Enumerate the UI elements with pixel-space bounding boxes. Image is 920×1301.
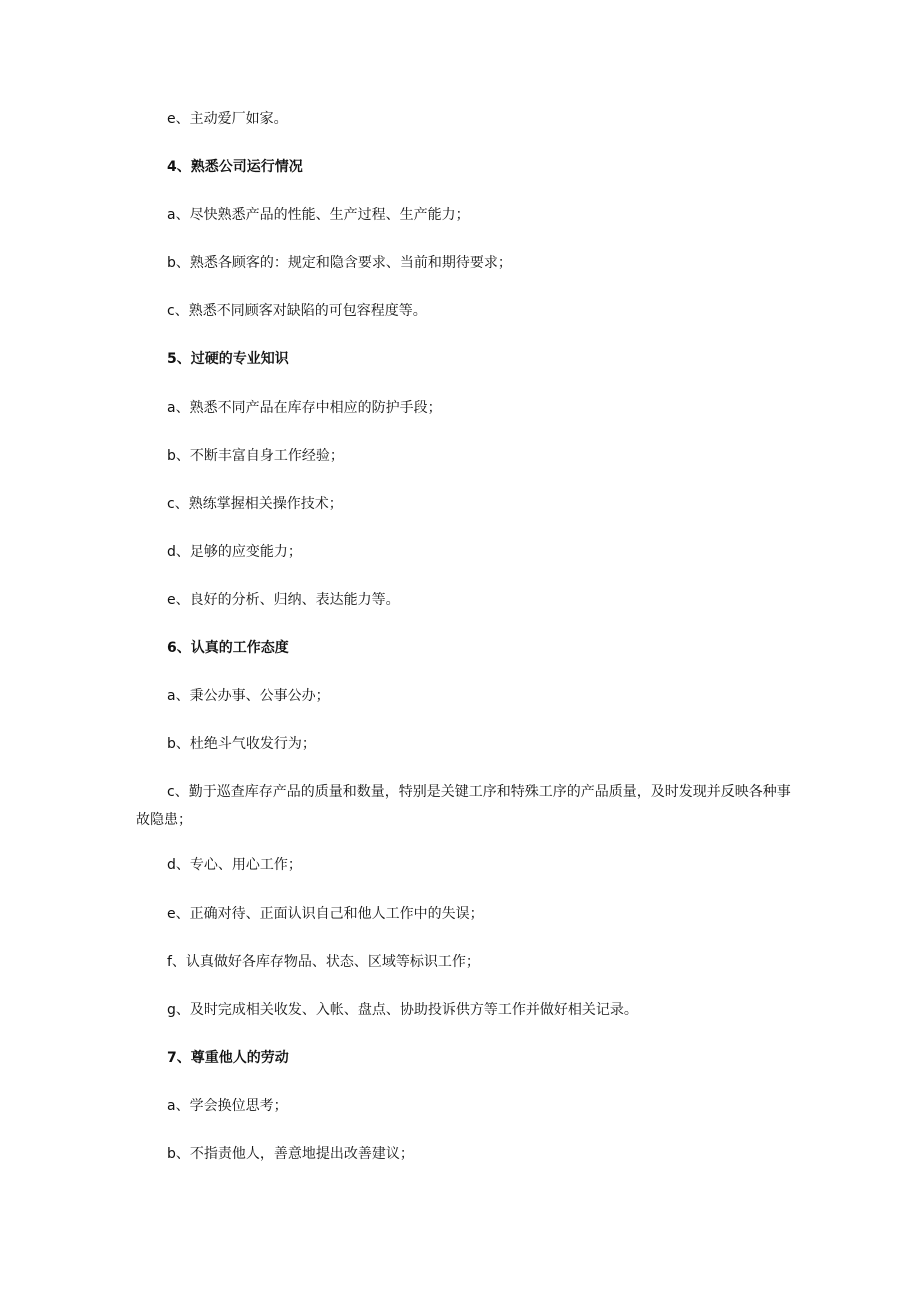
list-item: g、及时完成相关收发、入帐、盘点、协助投诉供方等工作并做好相关记录。 <box>167 1002 638 1018</box>
list-item: e、正确对待、正面认识自己和他人工作中的失误； <box>167 906 484 922</box>
list-item: e、良好的分析、归纳、表达能力等。 <box>167 592 400 608</box>
section-heading: 5、过硬的专业知识 <box>167 351 289 367</box>
list-item: e、主动爱厂如家。 <box>167 111 288 127</box>
list-item: b、杜绝斗气收发行为； <box>167 736 316 752</box>
list-item: d、专心、用心工作； <box>167 857 302 873</box>
list-item: b、熟悉各顾客的：规定和隐含要求、当前和期待要求； <box>167 255 512 271</box>
list-item: c、熟练掌握相关操作技术； <box>167 496 343 512</box>
section-heading: 7、尊重他人的劳动 <box>167 1050 289 1066</box>
list-item: a、尽快熟悉产品的性能、生产过程、生产能力； <box>167 207 470 223</box>
list-item-wrapped: c、勤于巡查库存产品的质量和数量，特别是关键工序和特殊工序的产品质量，及时发现并反映各种事故隐患； <box>136 784 791 828</box>
section-heading: 4、熟悉公司运行情况 <box>167 159 303 175</box>
section-heading: 6、认真的工作态度 <box>167 640 289 656</box>
list-item: f、认真做好各库存物品、状态、区域等标识工作； <box>167 954 480 970</box>
list-item: a、秉公办事、公事公办； <box>167 688 330 704</box>
list-item: d、足够的应变能力； <box>167 544 302 560</box>
list-item: b、不指责他人，善意地提出改善建议； <box>167 1146 414 1162</box>
list-item: c、熟悉不同顾客对缺陷的可包容程度等。 <box>167 303 427 319</box>
list-item: a、熟悉不同产品在库存中相应的防护手段； <box>167 400 442 416</box>
list-item: b、不断丰富自身工作经验； <box>167 448 344 464</box>
list-item: a、学会换位思考； <box>167 1098 288 1114</box>
